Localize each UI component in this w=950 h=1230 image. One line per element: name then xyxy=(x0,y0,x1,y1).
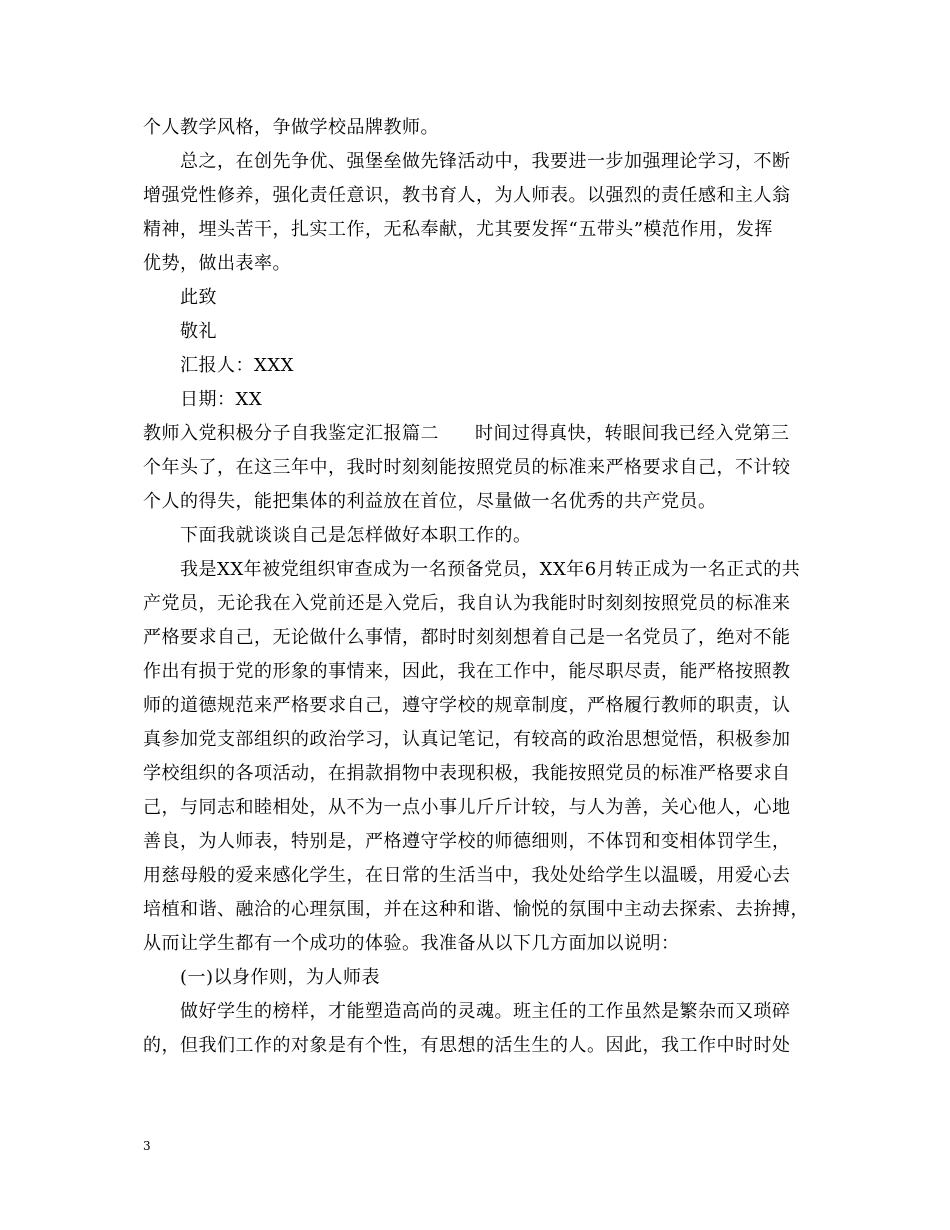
text-line: 总之，在创先争优、强堡垒做先锋活动中，我要进一步加强理论学习，不断 xyxy=(180,151,791,172)
text-line: 作出有损于党的形象的事情来，因此，我在工作中，能尽职尽责，能严格按照教 xyxy=(143,661,791,682)
date-line: 日期：XX xyxy=(180,389,263,410)
text-line: 产党员，无论我在入党前还是入党后，我自认为我能时时刻刻按照党员的标准来 xyxy=(143,593,791,614)
text-line: 做好学生的榜样，才能塑造高尚的灵魂。班主任的工作虽然是繁杂而又琐碎 xyxy=(180,1001,791,1022)
text-line: 优势，做出表率。 xyxy=(143,253,291,274)
text-line: 善良，为人师表，特别是，严格遵守学校的师德细则，不体罚和变相体罚学生， xyxy=(143,831,791,852)
text-line: 真参加党支部组织的政治学习，认真记笔记，有较高的政治思想觉悟，积极参加 xyxy=(143,729,791,750)
text-line: 师的道德规范来严格要求自己，遵守学校的规章制度，严格履行教师的职责，认 xyxy=(143,695,791,716)
page-number: 3 xyxy=(143,1139,151,1153)
text-line: 个年头了，在这三年中，我时时刻刻能按照党员的标准来严格要求自己，不计较 xyxy=(143,457,791,478)
text-line: 个人的得失，能把集体的利益放在首位，尽量做一名优秀的共产党员。 xyxy=(143,491,717,512)
text-line: 我是XX年被党组织审查成为一名预备党员，XX年6月转正成为一名正式的共 xyxy=(180,559,801,580)
section-heading-line xyxy=(143,417,823,451)
text-line: 个人教学风格，争做学校品牌教师。 xyxy=(143,117,439,138)
text-line: 增强党性修养，强化责任意识，教书育人，为人师表。以强烈的责任感和主人翁 xyxy=(143,185,791,206)
salutation-line: 此致 xyxy=(180,287,217,308)
text-line: 从而让学生都有一个成功的体验。我准备从以下几方面加以说明： xyxy=(143,933,680,954)
section-heading: 教师入党积极分子自我鉴定汇报篇二 xyxy=(143,423,439,444)
text-line: 精神，埋头苦干，扎实工作，无私奉献，尤其要发挥“五带头”模范作用，发挥 xyxy=(143,219,773,240)
subheading-line: (一)以身作则，为人师表 xyxy=(180,967,381,988)
text-line: 下面我就谈谈自己是怎样做好本职工作的。 xyxy=(180,525,532,546)
section-heading-continuation: 时间过得真快，转眼间我已经入党第三 xyxy=(475,423,790,444)
reporter-line: 汇报人：XXX xyxy=(180,355,294,376)
salutation-line: 敬礼 xyxy=(180,321,217,342)
text-line: 己，与同志和睦相处，从不为一点小事儿斤斤计较，与人为善，关心他人，心地 xyxy=(143,797,791,818)
text-line: 培植和谐、融洽的心理氛围，并在这种和谐、愉悦的氛围中主动去探索、去拚搏， xyxy=(143,899,809,920)
text-line: 严格要求自己，无论做什么事情，都时时刻刻想着自己是一名党员了，绝对不能 xyxy=(143,627,791,648)
text-line: 用慈母般的爱来感化学生，在日常的生活当中，我处处给学生以温暖，用爱心去 xyxy=(143,865,791,886)
text-line: 学校组织的各项活动，在捐款捐物中表现积极，我能按照党员的标准严格要求自 xyxy=(143,763,791,784)
text-line: 的，但我们工作的对象是有个性，有思想的活生生的人。因此，我工作中时时处 xyxy=(143,1035,791,1056)
document-body xyxy=(143,111,823,1063)
